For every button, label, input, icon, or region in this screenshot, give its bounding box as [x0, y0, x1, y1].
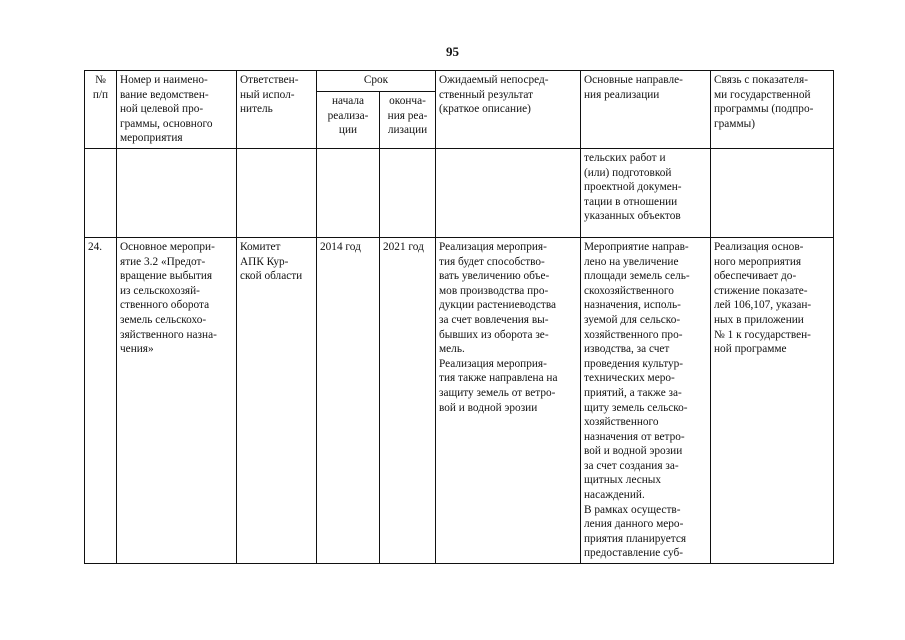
cont-cell-responsible: [237, 148, 317, 237]
cont-cell-num: [85, 148, 117, 237]
header-expected-result: Ожидаемый непосред- ственный результат (краткое описание): [436, 71, 581, 149]
continuation-row: [85, 148, 834, 237]
header-row-1: [85, 71, 834, 92]
cont-cell-expected-result: [436, 148, 581, 237]
document-table: [84, 70, 834, 564]
table-row-24: [85, 237, 834, 563]
cont-cell-link: [711, 148, 834, 237]
header-term-end: оконча- ния реа- лизации: [380, 91, 436, 148]
row24-term-end: 2021 год: [380, 237, 436, 563]
row24-term-start: 2014 год: [317, 237, 380, 563]
row24-link: Реализация основ- ного мероприятия обеспечивает до- стижение показате- лей 106,107, указан- ных в приложении № 1 к государствен- ной программе: [711, 237, 834, 563]
header-directions: Основные направле- ния реализации: [581, 71, 711, 149]
row24-program: Основное меропри- ятие 3.2 «Предот- вращение выбытия из сельскохозяй- ственного оборота земель сельскохо- зяйственного назна- чения»: [117, 237, 237, 563]
header-num: № п/п: [85, 71, 117, 149]
header-link: Связь с показателя- ми государственной программы (подпро- граммы): [711, 71, 834, 149]
row24-num: 24.: [85, 237, 117, 563]
header-program: Номер и наимено- вание ведомствен- ной целевой про- граммы, основного мероприятия: [117, 71, 237, 149]
cont-cell-term-end: [380, 148, 436, 237]
page-number: 95: [446, 44, 459, 59]
cont-cell-term-start: [317, 148, 380, 237]
row24-directions: Мероприятие направ- лено на увеличение площади земель сель- скохозяйственного назначения, исполь- зуемой для сельско- хозяйственного про- изводства, за счет проведения культур- технических меро- приятий, а также за- щиту земель сельско- хозяйственного назначения от ветро- вой и водной эрозии за счет создания за- щитных лесных насаждений. В рамках осуществ- ления данного меро- приятия планируется предоставление суб-: [581, 237, 711, 563]
cont-cell-directions: тельских работ и (или) подготовкой проектной докумен- тации в отношении указанных объектов: [581, 148, 711, 237]
row24-responsible: Комитет АПК Кур- ской области: [237, 237, 317, 563]
cont-cell-program: [117, 148, 237, 237]
header-responsible: Ответствен- ный испол- нитель: [237, 71, 317, 149]
header-term-start: начала реализа- ции: [317, 91, 380, 148]
header-term: Срок: [317, 71, 436, 92]
row24-expected-result: Реализация мероприя- тия будет способство- вать увеличению объе- мов производства про- дукции растениеводства за счет вовлечения вы- бывших из оборота зе- мель. Реализация мероприя- тия также направлена на защиту земель от ветро- вой и водной эрозии: [436, 237, 581, 563]
